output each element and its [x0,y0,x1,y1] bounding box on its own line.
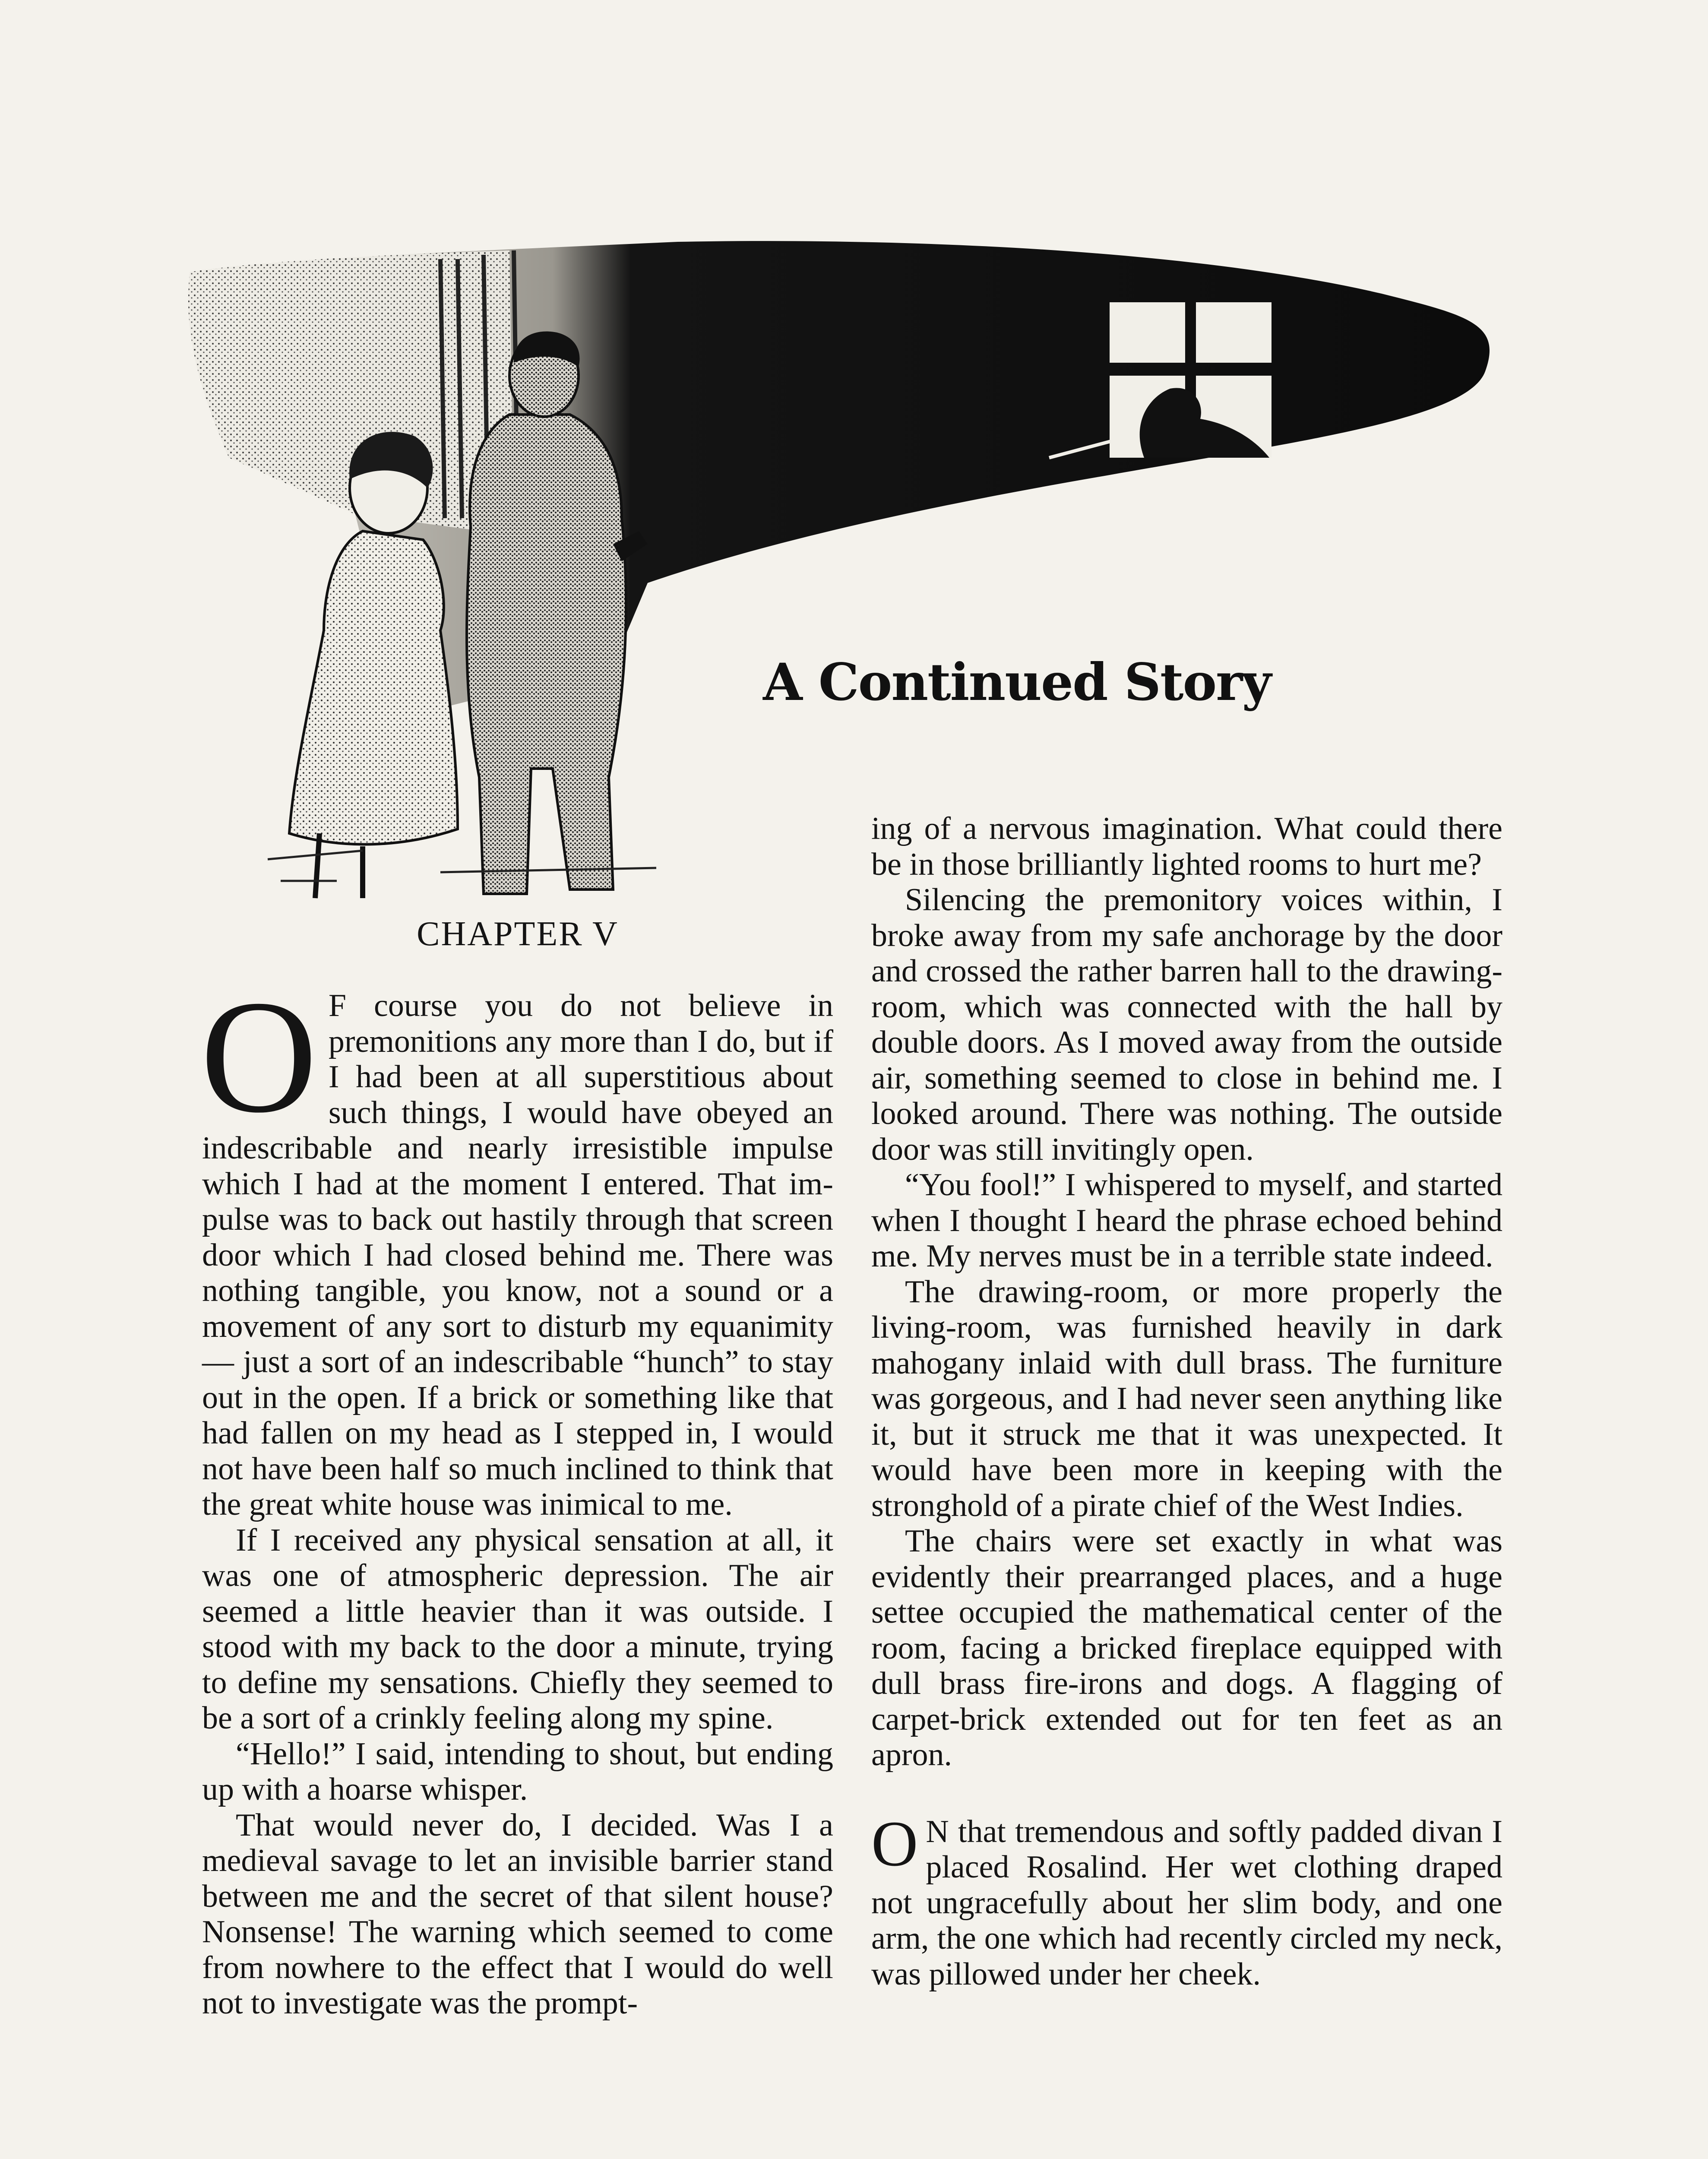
couple-at-dark-window-illustration [181,233,1511,902]
section-opening-paragraph [871,1808,1502,1992]
body-paragraph: If I received any physical sensation at all, it was one of atmospheric depression. The air seemed a little heavier than it was outside. I stood with my back to the door a minute, trying to define my sensations. Chiefly they seemed to be a sort of a crinkly feeling along my spine. [202,1522,833,1736]
body-paragraph: “You fool!” I whispered to myself, and started when I thought I heard the phrase echoed behind me. My nerves must be in a terrible state indeed. [871,1167,1502,1274]
body-paragraph: ing of a nervous imagination. What could there be in those brilliantly lighted rooms to hurt me? [871,811,1502,882]
body-paragraph: That would never do, I decided. Was I a medieval savage to let an invisible barrier stand between me and the secret of that silent house? Nonsense! The warning which seemed to come from nowhere to the effect that I would do well not to investigate was the prompt- [202,1807,833,2021]
body-paragraph: Silencing the premonitory voices within, I broke away from my safe anchorage by the door and crossed the rather barren hall to the drawing-room, which was connected with the hall by double doors. As I moved away from the outside air, something seemed to close in behind me. I looked around. There was nothing. The outside door was still invitingly open. [871,882,1502,1167]
left-text-column [202,915,833,2021]
continued-story-banner: A Continued Story [763,652,1271,712]
section-break [871,1773,1502,1814]
right-text-column [871,811,1502,1992]
opening-paragraph-text: F course you do not believe in premonitions any more than I do, but if I had been at all superstitious about such things, I would have obeyed an indescribable and nearly irresistible impulse which I had at the moment I entered. That impulse was to back out hastily through that screen door which I had closed behind me. There was nothing tangible, you know, not a sound or a movement of any sort to disturb my equanimity— just a sort of an indescribable “hunch” to stay out in the open. If a brick or something like that had fallen on my head as I stepped in, I would not have been half so much inclined to think that the great white house was inimical to me. [202,988,833,1522]
chapter-heading: CHAPTER V [417,915,619,953]
body-paragraph: “Hello!” I said, intending to shout, but ending up with a hoarse whisper. [202,1736,833,1807]
body-paragraph: The drawing-room, or more properly the living-room, was furnished heavily in dark mahogany inlaid with dull brass. The furniture was gorgeous, and I had never seen anything like it, but it struck me that it was unexpected. It would have been more in keeping with the stronghold of a pirate chief of the West Indies. [871,1274,1502,1523]
story-illustration [181,233,1511,902]
section-drop-cap: O [871,1808,918,1880]
drop-cap: O [200,967,317,1146]
body-paragraph: The chairs were set exactly in what was evidently their prearranged places, and a huge settee occupied the mathematical center of the room, facing a bricked fireplace equipped with dull brass fire-irons and dogs. A flagging of carpet-brick extended out for ten feet as an apron. [871,1523,1502,1773]
section-opening-text: N that tremendous and softly padded divan I placed Rosalind. Her wet clothing draped not ungracefully about her slim body, and one arm, the one which had recently circled my neck, was pillowed under her cheek. [871,1814,1502,1992]
opening-paragraph [200,967,833,1523]
